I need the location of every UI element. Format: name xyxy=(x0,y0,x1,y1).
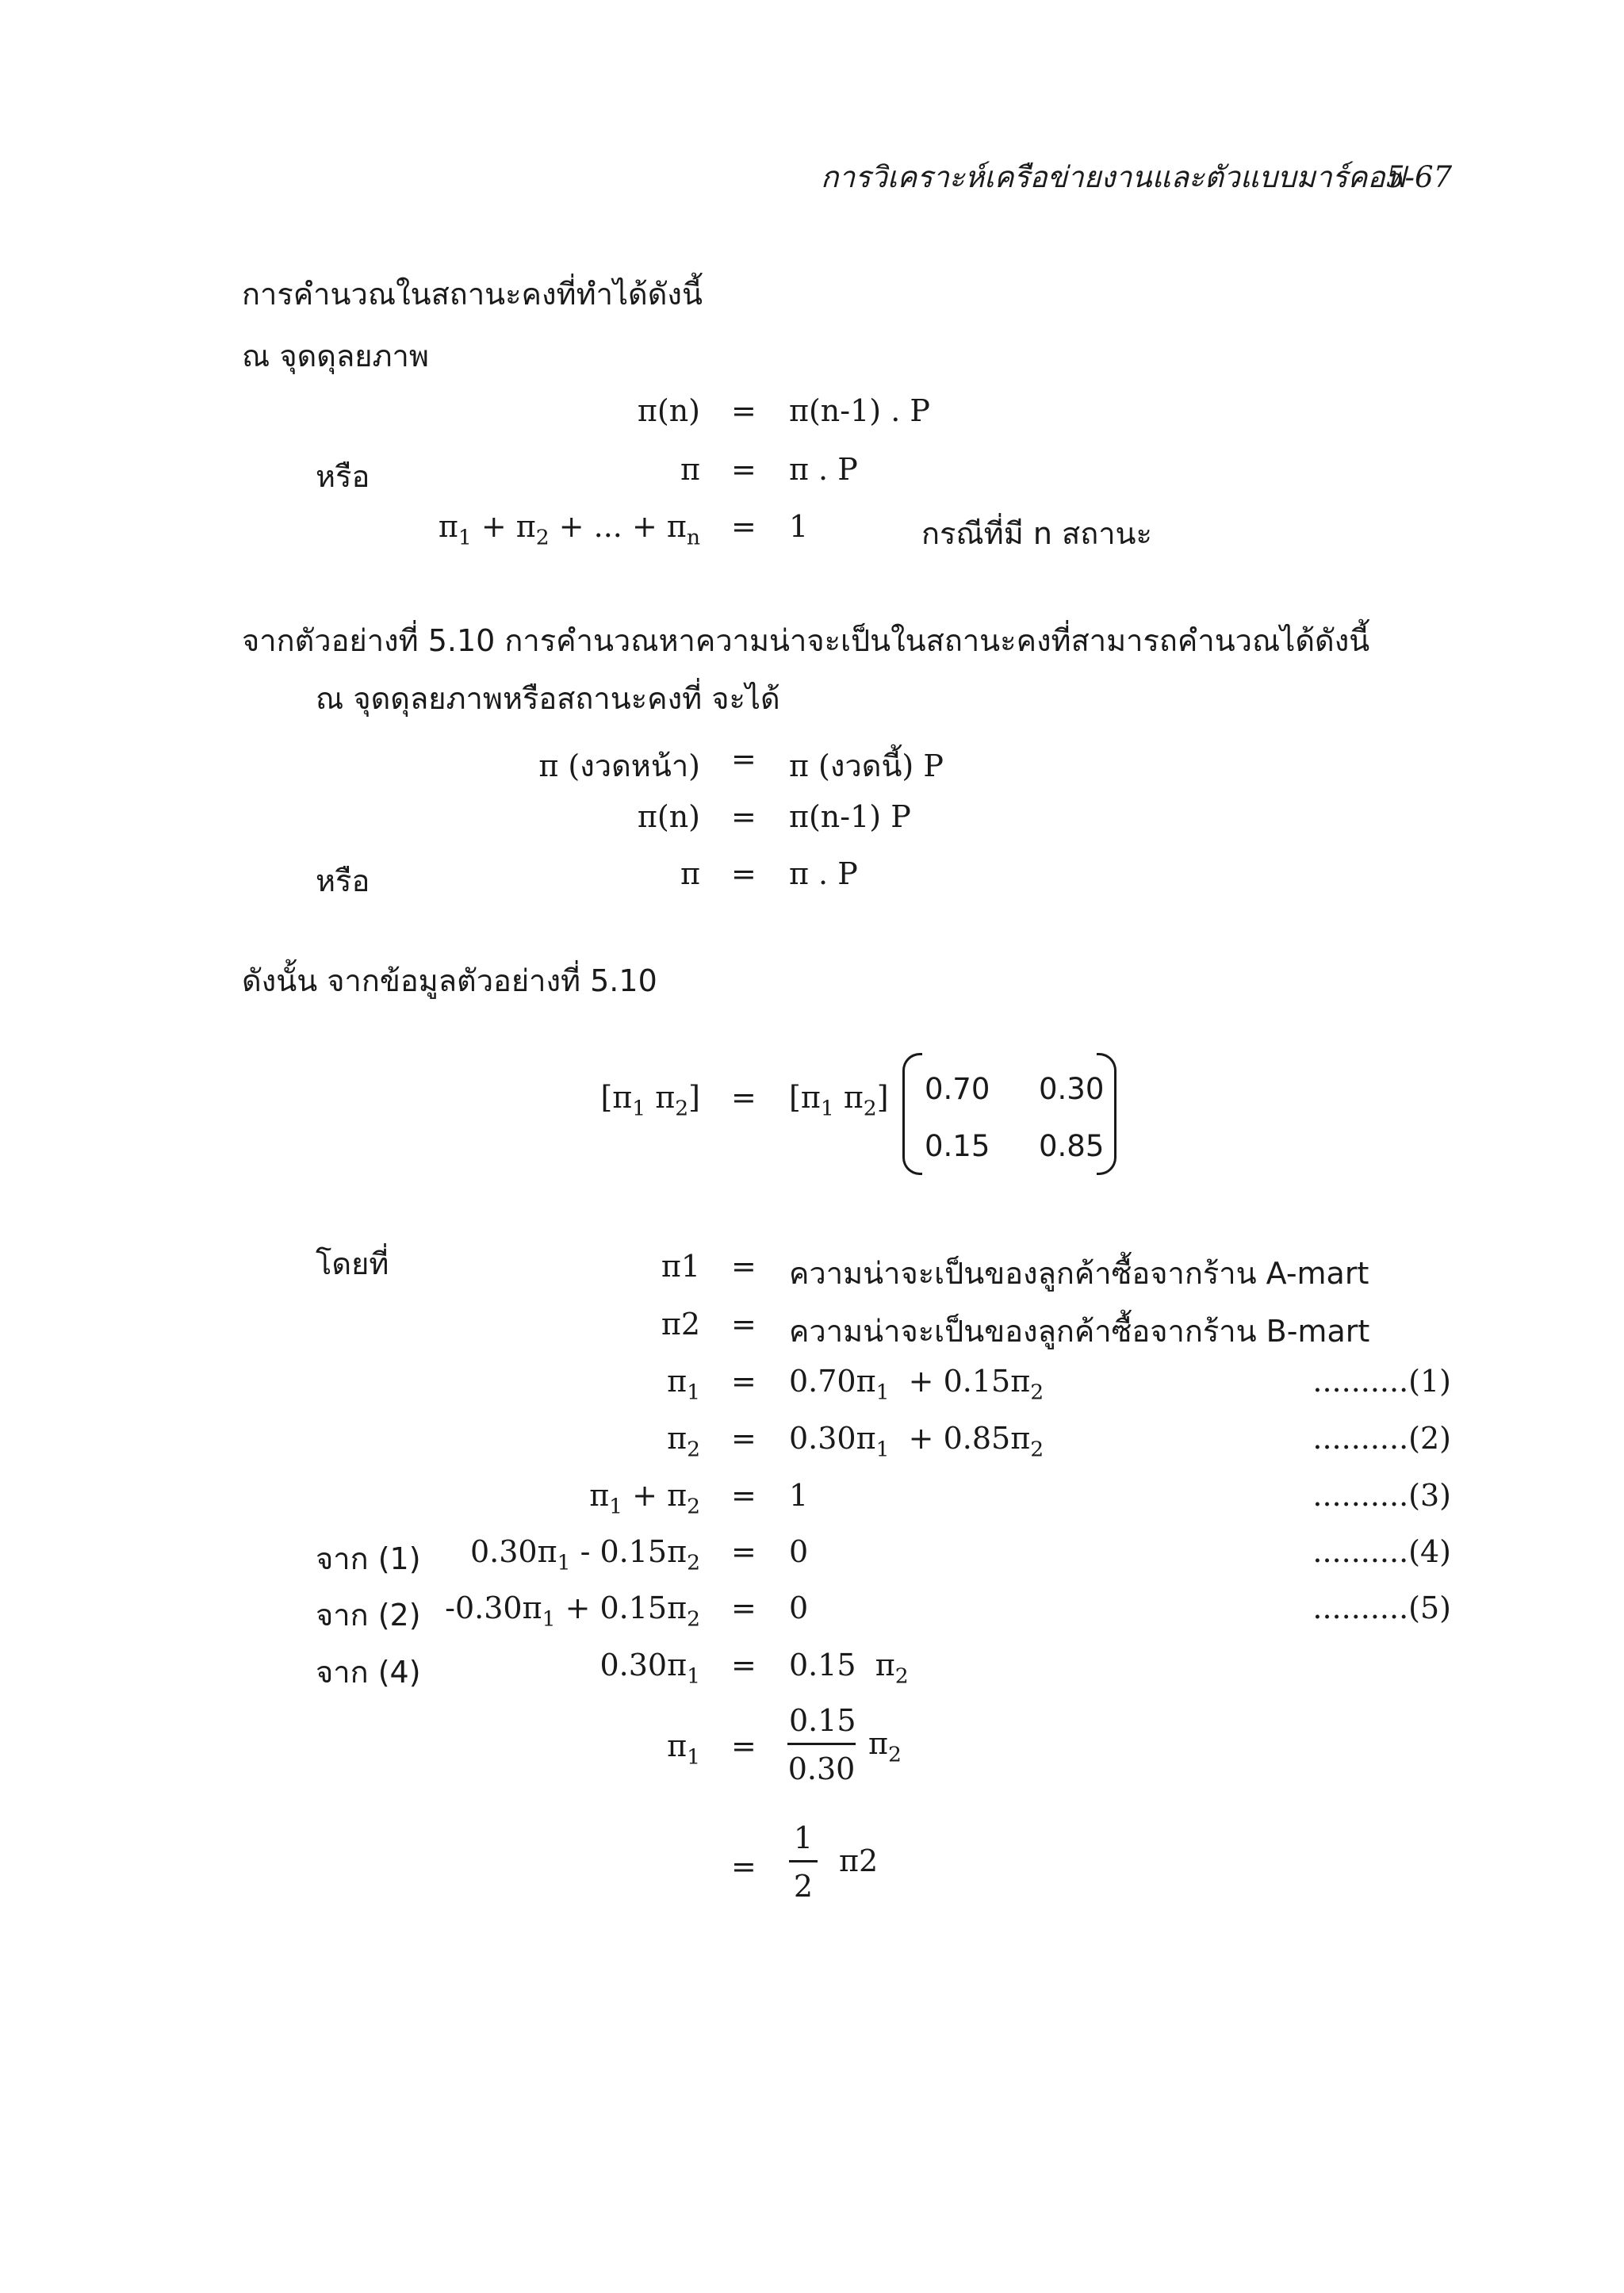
equation-prefix: จาก (4) xyxy=(316,1655,421,1690)
equation-b1 xyxy=(0,741,1624,781)
equation-a1 xyxy=(0,393,1624,433)
equation-rhs: ความน่าจะเป็นของลูกค้าซื้อจากร้าน A-mart xyxy=(789,1256,1369,1291)
equation-rhs: π (งวดนี้) P xyxy=(789,748,944,783)
equals-sign: = xyxy=(731,1080,756,1115)
intro-line-2: ณ จุดดุลยภาพ xyxy=(242,339,429,373)
equation-rhs: 0.15 $\pi_2$ xyxy=(789,1648,909,1689)
intro-line-1: การคำนวณในสถานะคงที่ทำได้ดังนี้ xyxy=(242,277,703,312)
equation-lhs: $0.30\pi_1 - 0.15\pi_2$ xyxy=(469,1534,700,1575)
equation-lhs: $-0.30\pi_1 + 0.15\pi_2$ xyxy=(445,1591,700,1632)
definition-pi1 xyxy=(0,1246,1624,1291)
equation-lhs: $\pi_1 + \pi_2$ xyxy=(589,1478,700,1519)
equation-2 xyxy=(0,1421,1624,1460)
equals-sign: = xyxy=(731,1591,756,1625)
running-header-title: การวิเคราะห์เครือข่ายงานและตัวแบบมาร์คอฟ xyxy=(821,160,1406,194)
matrix-cell: 0.15 xyxy=(925,1129,990,1163)
equation-rhs: 1 xyxy=(789,1478,809,1513)
matrix-cell: 0.30 xyxy=(1039,1072,1105,1106)
equation-rhs: $0.70\pi_1 + 0.15\pi_2$ xyxy=(789,1364,1044,1405)
equation-lhs: π(n) xyxy=(637,393,700,428)
equation-number: ..........(5) xyxy=(1312,1591,1451,1625)
matrix-cell: 0.70 xyxy=(925,1072,990,1106)
equals-sign: = xyxy=(731,1478,756,1513)
equation-3 xyxy=(0,1478,1624,1518)
equation-rhs: ความน่าจะเป็นของลูกค้าซื้อจากร้าน B-mart xyxy=(789,1314,1370,1349)
equation-rhs: 0 xyxy=(789,1534,809,1569)
equation-lhs: π (งวดหน้า) xyxy=(538,748,700,783)
equation-lhs: [$\pi_1$ $\pi_2$] xyxy=(600,1080,700,1121)
equation-b3 xyxy=(0,856,1624,896)
equals-sign: = xyxy=(731,1534,756,1569)
equation-4 xyxy=(0,1534,1624,1574)
equation-rhs: 0 xyxy=(789,1591,809,1625)
matrix-left-paren xyxy=(902,1053,922,1175)
example-subline: ณ จุดดุลยภาพหรือสถานะคงที่ จะได้ xyxy=(316,681,780,716)
equals-sign: = xyxy=(731,509,756,544)
equation-prefix: จาก (1) xyxy=(316,1541,421,1576)
equation-1 xyxy=(0,1364,1624,1403)
equals-sign: = xyxy=(731,1307,756,1342)
equation-rhs: π . P xyxy=(789,452,858,487)
equation-lhs: $\pi_1$ xyxy=(667,1728,700,1770)
example-paragraph: จากตัวอย่างที่ 5.10 การคำนวณหาความน่าจะเป็นในสถานะคงที่สามารถคำนวณได้ดังนี้ xyxy=(242,623,1370,658)
equation-number: ..........(4) xyxy=(1312,1534,1451,1569)
fraction xyxy=(789,1820,818,1904)
equals-sign: = xyxy=(731,1849,756,1884)
equation-lhs: $\pi_1 + \pi_2$ + ... + $\pi_n$ xyxy=(438,509,700,550)
equation-note: กรณีที่มี n สถานะ xyxy=(921,516,1152,551)
pi2-term: $\pi_2$ xyxy=(868,1726,902,1767)
equation-rhs: π(n-1) . P xyxy=(789,393,930,428)
equation-prefix: หรือ xyxy=(316,863,370,898)
equation-rhs: [$\pi_1$ $\pi_2$] xyxy=(789,1080,889,1121)
fraction-denominator: 0.30 xyxy=(787,1751,856,1786)
equation-lhs: π xyxy=(680,452,700,487)
equation-lhs: $0.30\pi_1$ xyxy=(599,1648,700,1689)
equation-lhs: π2 xyxy=(661,1307,700,1342)
equation-number: ..........(2) xyxy=(1312,1421,1451,1456)
equation-rhs: 1 xyxy=(789,509,809,544)
definitions-label: โดยที่ xyxy=(316,1246,389,1281)
fraction-numerator: 1 xyxy=(789,1820,818,1862)
equation-5 xyxy=(0,1591,1624,1633)
equals-sign: = xyxy=(731,741,756,776)
equation-prefix: จาก (2) xyxy=(316,1598,421,1633)
page-number: 5-67 xyxy=(1386,160,1453,194)
equation-b2 xyxy=(0,799,1624,839)
equation-number: ..........(3) xyxy=(1312,1478,1451,1513)
fraction-numerator: 0.15 xyxy=(787,1703,856,1745)
fraction xyxy=(787,1703,856,1786)
definition-pi2 xyxy=(0,1307,1624,1349)
pi2-term: π2 xyxy=(839,1843,879,1878)
equals-sign: = xyxy=(731,1249,756,1284)
equals-sign: = xyxy=(731,1421,756,1456)
equation-number: ..........(1) xyxy=(1312,1364,1451,1399)
matrix-cell: 0.85 xyxy=(1039,1129,1105,1163)
transition-matrix xyxy=(902,1053,1116,1173)
equation-lhs: π(n) xyxy=(637,799,700,834)
equation-lhs: $\pi_2$ xyxy=(667,1421,700,1462)
equals-sign: = xyxy=(731,1648,756,1682)
equation-lhs: π1 xyxy=(661,1249,700,1284)
equals-sign: = xyxy=(731,1364,756,1399)
equals-sign: = xyxy=(731,393,756,428)
equation-rhs: $0.30\pi_1 + 0.85\pi_2$ xyxy=(789,1421,1044,1462)
equals-sign: = xyxy=(731,856,756,891)
therefore-line: ดังนั้น จากข้อมูลตัวอย่างที่ 5.10 xyxy=(242,963,657,998)
equals-sign: = xyxy=(731,452,756,487)
equation-lhs: $\pi_1$ xyxy=(667,1364,700,1405)
equation-prefix: หรือ xyxy=(316,459,370,494)
equation-rhs: π . P xyxy=(789,856,858,891)
fraction-denominator: 2 xyxy=(793,1869,814,1904)
equation-6 xyxy=(0,1648,1624,1690)
equation-rhs: π(n-1) P xyxy=(789,799,911,834)
equation-a2 xyxy=(0,452,1624,492)
equals-sign: = xyxy=(731,799,756,834)
equation-a3 xyxy=(0,509,1624,549)
equation-lhs: π xyxy=(680,856,700,891)
equals-sign: = xyxy=(731,1728,756,1763)
matrix-equation xyxy=(0,1080,1624,1120)
